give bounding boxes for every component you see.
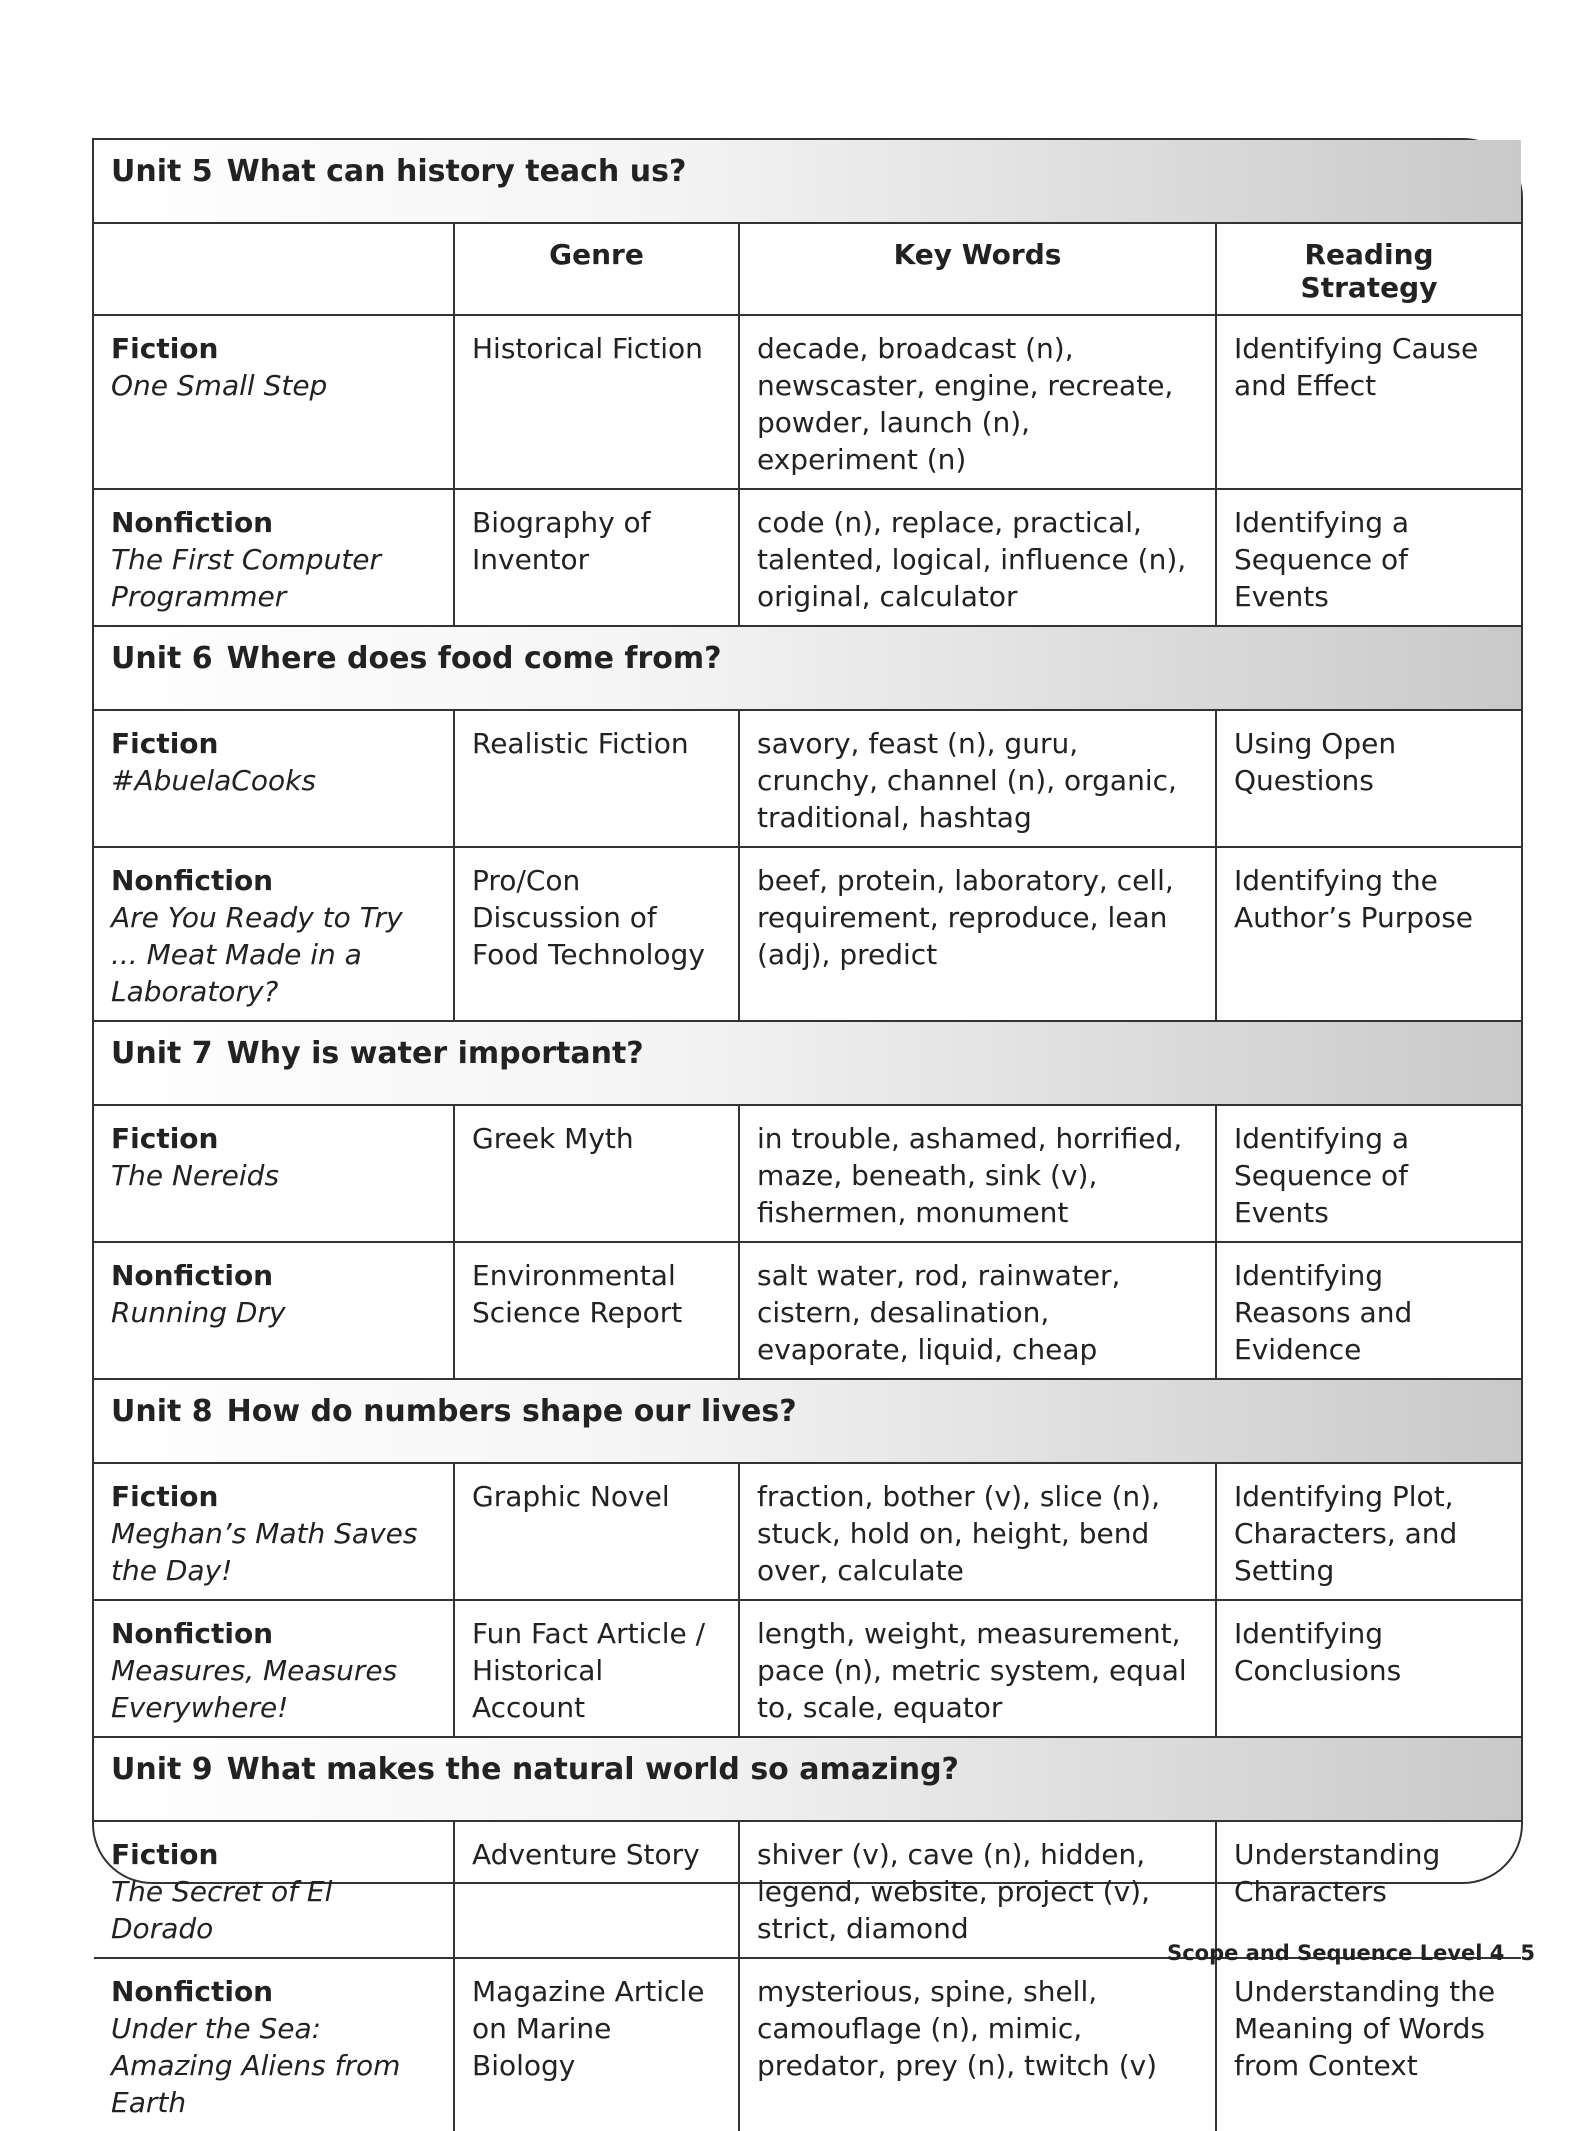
strategy-cell: Identifying a Sequence of Events — [1216, 1105, 1521, 1242]
table-row — [94, 710, 1521, 847]
table-row — [94, 847, 1521, 1021]
unit-question: Why is water important? — [226, 1036, 644, 1071]
table-row — [94, 315, 1521, 489]
unit-number: Unit 9 — [111, 1752, 213, 1787]
key-words-cell: mysterious, spine, shell, camouflage (n), mimic, predator, prey (n), twitch (v) — [739, 1958, 1216, 2131]
key-words-cell: savory, feast (n), guru, crunchy, channel (n), organic, traditional, hashtag — [739, 710, 1216, 847]
unit-header-row — [94, 626, 1521, 710]
story-cell — [94, 1242, 454, 1379]
unit-header-row — [94, 1021, 1521, 1105]
story-title: Measures, Measures Everywhere! — [111, 1654, 398, 1724]
table-row — [94, 1105, 1521, 1242]
strategy-cell: Using Open Questions — [1216, 710, 1521, 847]
story-cell — [94, 1821, 454, 1958]
strategy-cell: Understanding the Meaning of Words from Context — [1216, 1958, 1521, 2131]
story-title: Are You Ready to Try ... Meat Made in a Laboratory? — [111, 901, 403, 1008]
table-row — [94, 489, 1521, 626]
footer-text: Scope and Sequence Level 4 — [1167, 1941, 1505, 1965]
column-header-row — [94, 223, 1521, 315]
story-title: Under the Sea: Amazing Aliens from Earth — [111, 2012, 401, 2119]
unit-question: Where does food come from? — [226, 641, 722, 676]
key-words-cell: fraction, bother (v), slice (n), stuck, hold on, height, bend over, calculate — [739, 1463, 1216, 1600]
unit-number: Unit 8 — [111, 1394, 213, 1429]
genre-cell: Fun Fact Article / Historical Account — [454, 1600, 739, 1737]
story-type: Fiction — [111, 1480, 219, 1513]
unit-header-row — [94, 1379, 1521, 1463]
key-words-cell: beef, protein, laboratory, cell, requirement, reproduce, lean (adj), predict — [739, 847, 1216, 1021]
story-cell — [94, 1958, 454, 2131]
page-number: 5 — [1520, 1941, 1535, 1965]
unit-heading — [94, 1737, 1521, 1821]
unit-question: How do numbers shape our lives? — [226, 1394, 797, 1429]
table-row — [94, 1600, 1521, 1737]
genre-cell: Adventure Story — [454, 1821, 739, 1958]
story-type: Nonfiction — [111, 1259, 274, 1292]
story-cell — [94, 1600, 454, 1737]
strategy-cell: Identifying Cause and Effect — [1216, 315, 1521, 489]
story-title: The First Computer Programmer — [111, 543, 382, 613]
story-type: Fiction — [111, 1122, 219, 1155]
key-words-cell: salt water, rod, rainwater, cistern, desalination, evaporate, liquid, cheap — [739, 1242, 1216, 1379]
strategy-cell: Identifying Reasons and Evidence — [1216, 1242, 1521, 1379]
strategy-cell: Understanding Characters — [1216, 1821, 1521, 1958]
story-title: The Secret of El Dorado — [111, 1875, 333, 1945]
genre-cell: Greek Myth — [454, 1105, 739, 1242]
column-header-key-words: Key Words — [739, 223, 1216, 315]
scope-table — [94, 140, 1521, 2131]
story-title: Meghan’s Math Saves the Day! — [111, 1517, 418, 1587]
story-cell — [94, 315, 454, 489]
table-row — [94, 1821, 1521, 1958]
key-words-cell: decade, broadcast (n), newscaster, engine, recreate, powder, launch (n), experiment (n) — [739, 315, 1216, 489]
story-type: Nonfiction — [111, 1975, 274, 2008]
story-type: Fiction — [111, 332, 219, 365]
genre-cell: Magazine Article on Marine Biology — [454, 1958, 739, 2131]
unit-heading — [94, 1379, 1521, 1463]
column-header-reading-strategy: Reading Strategy — [1216, 223, 1521, 315]
table-row — [94, 1958, 1521, 2131]
story-type: Fiction — [111, 727, 219, 760]
genre-cell: Pro/Con Discussion of Food Technology — [454, 847, 739, 1021]
story-type: Nonfiction — [111, 1617, 274, 1650]
key-words-cell: length, weight, measurement, pace (n), metric system, equal to, scale, equator — [739, 1600, 1216, 1737]
key-words-cell: code (n), replace, practical, talented, logical, influence (n), original, calculator — [739, 489, 1216, 626]
story-type: Fiction — [111, 1838, 219, 1871]
unit-section — [94, 140, 1521, 626]
unit-number: Unit 6 — [111, 641, 213, 676]
unit-heading — [94, 626, 1521, 710]
unit-header-row — [94, 140, 1521, 223]
strategy-cell: Identifying Plot, Characters, and Setting — [1216, 1463, 1521, 1600]
genre-cell: Biography of Inventor — [454, 489, 739, 626]
column-header-blank — [94, 223, 454, 315]
unit-question: What makes the natural world so amazing? — [226, 1752, 959, 1787]
story-title: The Nereids — [111, 1159, 280, 1192]
story-type: Nonfiction — [111, 864, 274, 897]
story-title: Running Dry — [111, 1296, 286, 1329]
unit-section — [94, 1737, 1521, 2131]
story-cell — [94, 1105, 454, 1242]
unit-question: What can history teach us? — [226, 154, 687, 189]
story-title: #AbuelaCooks — [111, 764, 316, 797]
table-row — [94, 1463, 1521, 1600]
unit-section — [94, 626, 1521, 1021]
unit-heading — [94, 140, 1521, 223]
genre-cell: Historical Fiction — [454, 315, 739, 489]
unit-heading — [94, 1021, 1521, 1105]
story-cell — [94, 710, 454, 847]
story-cell — [94, 1463, 454, 1600]
column-header-genre: Genre — [454, 223, 739, 315]
genre-cell: Graphic Novel — [454, 1463, 739, 1600]
unit-section — [94, 1379, 1521, 1737]
page-footer — [1167, 1941, 1535, 1965]
unit-section — [94, 1021, 1521, 1379]
genre-cell: Environmental Science Report — [454, 1242, 739, 1379]
key-words-cell: in trouble, ashamed, horrified, maze, beneath, sink (v), fishermen, monument — [739, 1105, 1216, 1242]
strategy-cell: Identifying Conclusions — [1216, 1600, 1521, 1737]
story-cell — [94, 847, 454, 1021]
table-row — [94, 1242, 1521, 1379]
strategy-cell: Identifying a Sequence of Events — [1216, 489, 1521, 626]
story-title: One Small Step — [111, 369, 328, 402]
genre-cell: Realistic Fiction — [454, 710, 739, 847]
story-cell — [94, 489, 454, 626]
unit-number: Unit 5 — [111, 154, 213, 189]
unit-number: Unit 7 — [111, 1036, 213, 1071]
story-type: Nonfiction — [111, 506, 274, 539]
unit-header-row — [94, 1737, 1521, 1821]
key-words-cell: shiver (v), cave (n), hidden, legend, website, project (v), strict, diamond — [739, 1821, 1216, 1958]
strategy-cell: Identifying the Author’s Purpose — [1216, 847, 1521, 1021]
